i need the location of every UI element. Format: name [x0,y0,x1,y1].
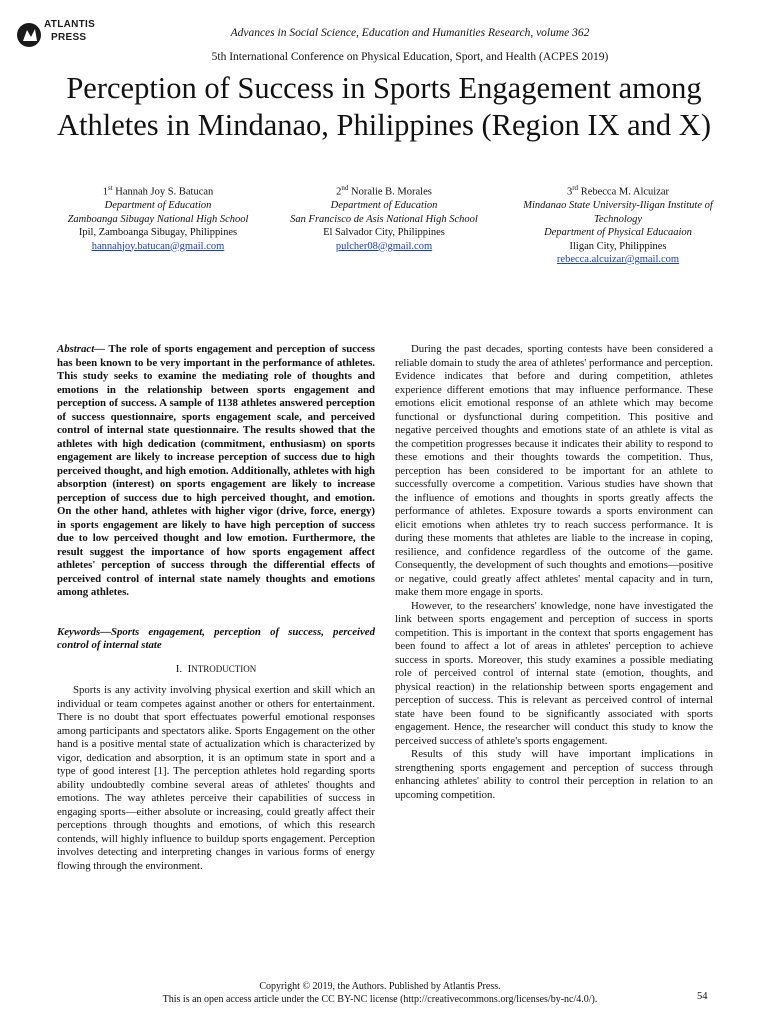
keywords: Keywords—Sports engagement, perception of success, perceived control of internal state [57,625,375,651]
right-column [395,343,713,802]
author-name: 1st Hannah Joy S. Batucan [102,184,214,198]
abstract [57,343,375,600]
paper-title: Perception of Success in Sports Engagement among Athletes in Mindanao, Philippines (Region IX and X) [57,71,711,142]
body-paragraph: However, to the researchers' knowledge, none have investigated the link between sports engagement and perception of success in sports competition. This is important in the context that sports engagement has been found to affect a lot of areas in athletes' perception to achieve success in sports. Moreover, this study examines a possible mediating role of perceived control of internal state (emotion, thoughts, and physical reaction) in the relationship between sports engagement and perception of success. This is relevant as perceived control of internal state have been found to be significantly associated with sports engagement. Hence, the researcher will conduct this study to know the perceived success of athlete's sports engagement. [395,599,713,747]
abstract-text: The role of sports engagement and perception of success has been known to be very important in the performance of athletes. This study seeks to examine the mediating role of thoughts and emotions in the relationship between sports engagement and perception of success. A sample of 1138 athletes answered perception of success questionnaire, sports engagement scale, and perceived control of internal state questionnaire. The results showed that the athletes with high dedication (commitment, enthusiasm) on sports engagement are likely to increase perception of success due to high perceived thought, and high emotion. Additionally, athletes with high absorption (interest) on sports engagement are likely to increase perception of success due to high perceived thought, and emotion. On the other hand, athletes with higher vigor (drive, force, energy) in sports engagement are likely to have high perception of success due to low perceived thought and low emotion. Furthermore, the result suggest the importance of how sports engagement affect athletes' perception of success through the differential effects of perceived control of internal state namely thoughts and emotions among athletes. [57,343,375,598]
atlantis-press-logo-icon [16,21,42,49]
author-institution: San Francisco de Asis National High School [290,213,478,225]
author-department: Department of Education [104,200,212,211]
author-department: Mindanao State University-Iligan Institute of Technology [523,200,713,225]
author-location: Iligan City, Philippines [569,240,667,252]
body-paragraph: During the past decades, sporting contests have been considered a reliable domain to study the area of athletes' performance and perception. Evidence indicates that before and during competition, athletes experience different emotions that may influence performance. These emotions elicit emotional response of an athlete which may become functional or dysfunctional during competition. This positive and negative perceived thoughts and emotions state of an athlete is vital as the competition progresses because it indicates their ability to respond to these emotions and their thoughts towards the competition. Thus, perception has been considered to be important for an athlete to successfully overcome a competition. Various studies have shown that the influence of emotions and thoughts in sports greatly affects the performance of athletes. Exposure towards a sports environment can elicit emotions when athletes try to reach success performance. It is during these moments that athletes are liable to the increase in coping, resilience, and confidence regardless of the outcome of the game. Consequently, the development of such thoughts and emotions—positive or negative, could greatly affect athletes' mental capacity and in turn, make them more engage in sports. [395,343,713,598]
author-name: 3rd Rebecca M. Alcuizar [566,184,670,198]
author-email-link[interactable]: rebecca.alcuizar@gmail.com [556,254,680,265]
logo-text-atlantis: ATLANTIS [44,19,96,30]
conference-name: 5th International Conference on Physical Education, Sport, and Health (ACPES 2019) [211,51,609,63]
page-footer [80,980,680,1006]
author-institution: Department of Physical Educaaion [544,227,692,238]
copyright-notice: Copyright © 2019, the Authors. Published by Atlantis Press. [259,981,501,992]
author-block-1 [48,182,268,253]
author-email-link[interactable]: hannahjoy.batucan@gmail.com [91,240,225,252]
author-department: Department of Education [330,200,438,211]
license-notice: This is an open access article under the CC BY-NC license (http://creativecommons.org/licenses/by-nc/4.0/). [162,994,598,1005]
logo-text-press: PRESS [51,32,87,43]
author-location: Ipil, Zamboanga Sibugay, Philippines [78,227,238,238]
intro-paragraph: Sports is any activity involving physical exertion and skill which an individual or team competes against another or others for entertainment. There is no doubt that sport effectuates powerful emotional responses among participants and spectators alike. Sports Engagement on the other hand is a positive mental state of actualization which is characterized by vigor, dedication and absorption, it is an optimum state in sport and a type of good interest [1]. The perception athletes hold regarding sports ability undoubtedly combine several areas of athletes' thoughts and emotions. The way athletes perceive their capabilities of success in engaging sports—either absolute or increasing, could greatly affect their perceptions through thoughts and emotions, of which this research contends, will highly influence to buildup sports engagement. Perception involves detecting and interpreting changes in various forms of energy flowing through the environment. [57,684,375,872]
author-institution: Zamboanga Sibugay National High School [67,213,249,225]
abstract-label: Abstract— [57,343,105,355]
author-location: El Salvador City, Philippines [323,227,445,238]
publisher-logo [16,19,100,49]
author-block-2 [274,182,494,253]
page-number: 54 [697,991,708,1002]
left-column [57,343,375,873]
author-block-3 [508,182,728,267]
journal-name: Advances in Social Science, Education and Humanities Research, volume 362 [230,27,590,39]
author-name: 2nd Noralie B. Morales [336,184,432,198]
author-email-link[interactable]: pulcher08@gmail.com [335,240,433,252]
body-paragraph: Results of this study will have important implications in strengthening sports engagement and perception of success through enhancing athletes' ability to control their perception in relation to an upcoming competition. [395,748,713,801]
section-heading: I. INTRODUCTION [175,662,257,675]
